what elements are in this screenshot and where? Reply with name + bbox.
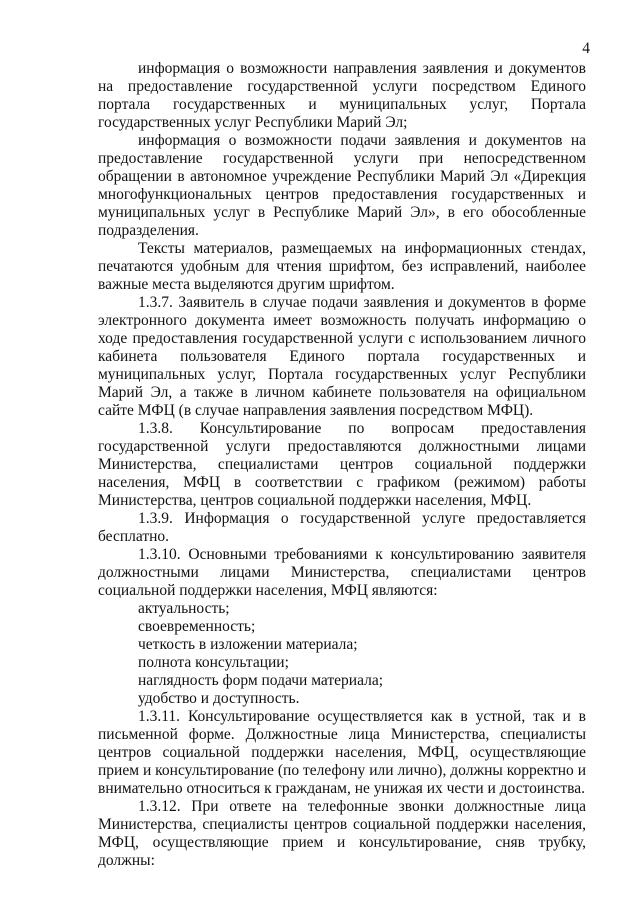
paragraph-1-3-9: 1.3.9. Информация о государственной услуге предоставляется бесплатно. (98, 510, 586, 545)
list-item: своевременность; (138, 618, 256, 635)
paragraph-1-3-11: 1.3.11. Консультирование осуществляется как в устной, так и в письменной форме. Должностные лица Министерства, специалисты центров социальной поддержки населения, МФЦ, осуществляющие прием и консультирование (по телефону или лично), должны корректно и внимательно относиться к гражданам, не унижая их чести и достоинства. (98, 708, 586, 797)
list-item: полнота консультации; (138, 654, 289, 671)
paragraph-1-3-12: 1.3.12. При ответе на телефонные звонки должностные лица Министерства, специалисты центров социальной поддержки населения, МФЦ, осуществляющие прием и консультирование, сняв трубку, должны: (98, 798, 586, 869)
paragraph: информация о возможности направления заявления и документов на предоставление государственной услуги посредством Единого портала государственных и муниципальных услуг, Портала государственных услуг Республики Марий Эл; (98, 60, 586, 131)
list-item: актуальность; (138, 600, 230, 617)
paragraph: Тексты материалов, размещаемых на информационных стендах, печатаются удобным для чтения шрифтом, без исправлений, наиболее важные места выделяются другим шрифтом. (98, 240, 586, 293)
paragraph: информация о возможности подачи заявления и документов на предоставление государственной услуги при непосредственном обращении в автономное учреждение Республики Марий Эл «Дирекция многофункциональных центров предоставления государственных и муниципальных услуг в Республике Марий Эл», в его обособленные подразделения. (98, 132, 586, 239)
document-body (98, 60, 586, 870)
page-number: 4 (582, 40, 590, 57)
list-item: удобство и доступность. (138, 690, 300, 707)
list-item: наглядность форм подачи материала; (138, 672, 384, 689)
paragraph-1-3-10: 1.3.10. Основными требованиями к консультированию заявителя должностными лицами Министерства, специалистами центров социальной поддержки населения, МФЦ являются: (98, 546, 586, 599)
paragraph-1-3-7: 1.3.7. Заявитель в случае подачи заявления и документов в форме электронного документа имеет возможность получать информацию о ходе предоставления государственной услуги с использованием личного кабинета пользователя Единого портала государственных и муниципальных услуг, Портала государственных услуг Республики Марий Эл, а также в личном кабинете пользователя на официальном сайте МФЦ (в случае направления заявления посредством МФЦ). (98, 294, 586, 419)
paragraph-1-3-8: 1.3.8. Консультирование по вопросам предоставления государственной услуги предоставляются должностными лицами Министерства, специалистами центров социальной поддержки населения, МФЦ в соответствии с графиком (режимом) работы Министерства, центров социальной поддержки населения, МФЦ. (98, 420, 586, 509)
list-item: четкость в изложении материала; (138, 636, 358, 653)
